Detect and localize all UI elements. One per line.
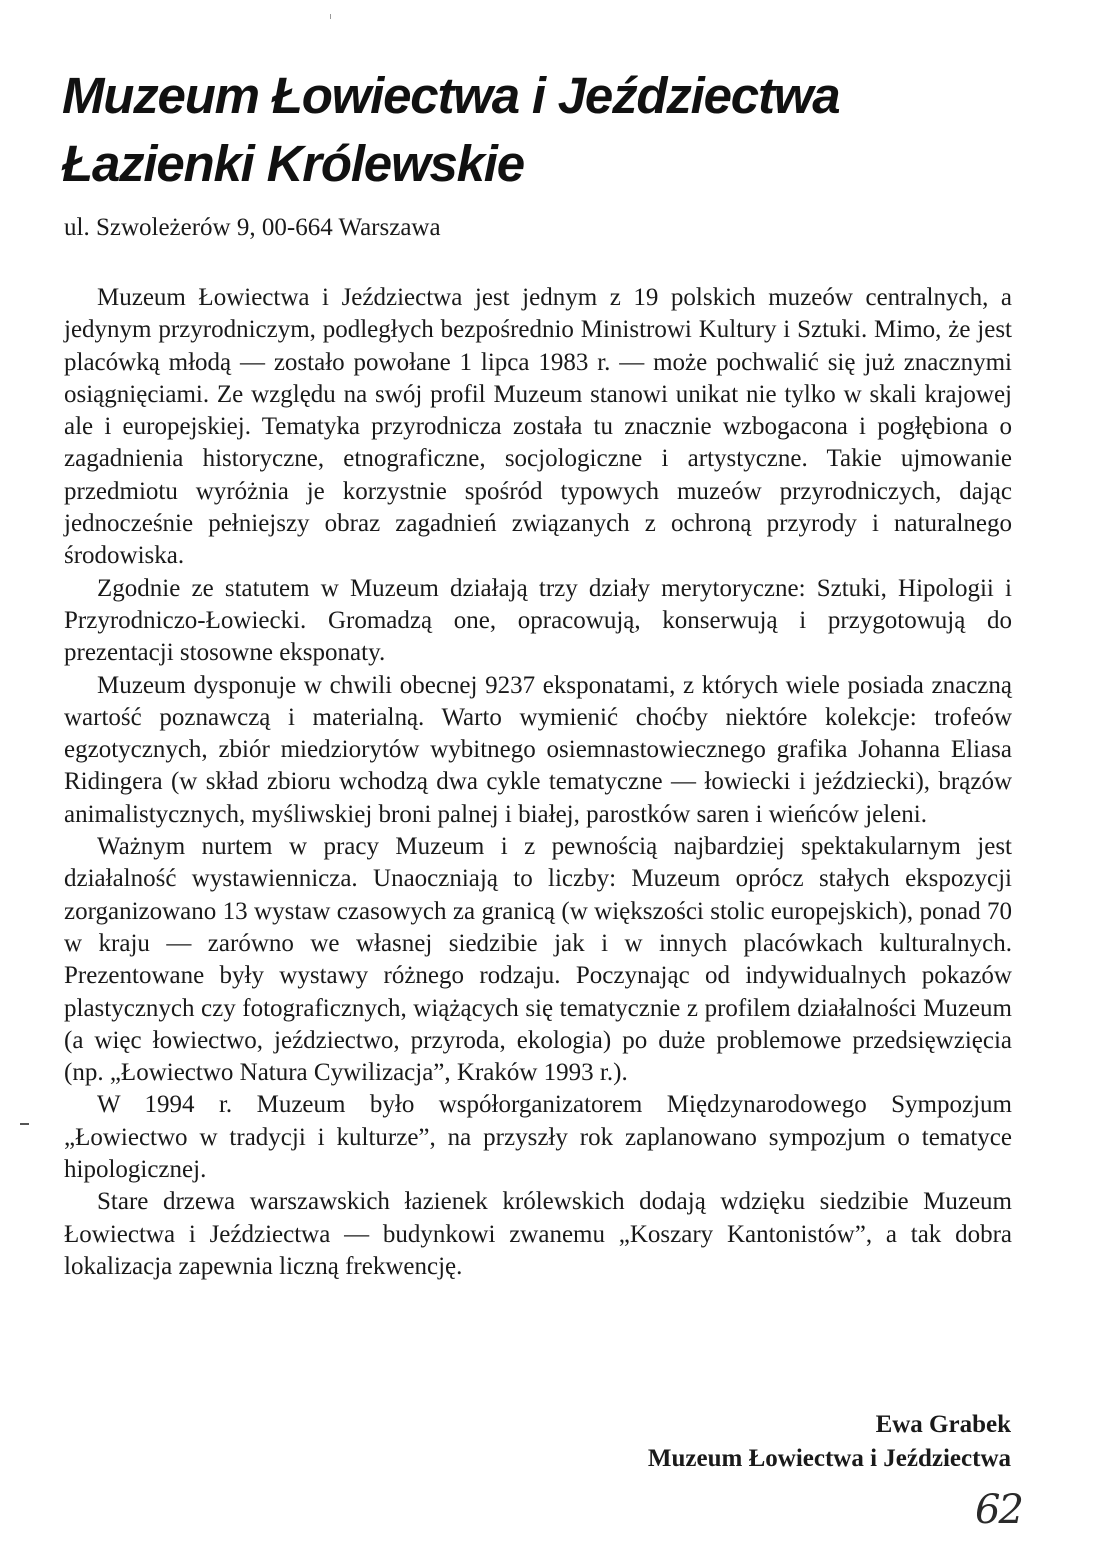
author-institution: Muzeum Łowiectwa i Jeździectwa xyxy=(647,1445,1011,1472)
paragraph: Muzeum Łowiectwa i Jeździectwa jest jednym z 19 polskich muzeów centralnych, a jedynym przyrodniczym, podległych bezpośrednio Ministrowi Kultury i Sztuki. Mimo, że jest placówką młodą — zostało powołane 1 lipca 1983 r. — może pochwalić się już znacznymi osiągnięciami. Ze względu na swój profil Muzeum stanowi unikat nie tylko w skali krajowej ale i europejskiej. Tematyka przyrodnicza została tu znacznie wzbogacona i pogłębiona o zagadnienia historyczne, etnograficzne, socjologiczne i artystyczne. Takie ujmowanie przedmiotu wyróżnia je korzystnie spośród typowych muzeów przyrodniczych, dając jednocześnie pełniejszy obraz zagadnień związanych z ochroną przyrody i naturalnego środowiska. xyxy=(64,284,1012,570)
title-line-2: Łazienki Królewskie xyxy=(62,135,524,192)
scan-speck xyxy=(330,14,331,19)
scan-speck xyxy=(20,1123,29,1125)
author-name: Ewa Grabek xyxy=(875,1411,1011,1438)
address: ul. Szwoleżerów 9, 00-664 Warszawa xyxy=(64,214,441,241)
paragraph: W 1994 r. Muzeum było współorganizatorem Międzynarodowego Sympozjum „Łowiectwo w tradycji i kulturze”, na przyszły rok zaplanowano sympozjum o tematyce hipologicznej. xyxy=(64,1091,1012,1184)
paragraph: Muzeum dysponuje w chwili obecnej 9237 eksponatami, z których wiele posiada znaczną wartość poznawczą i materialną. Warto wymienić choćby niektóre kolekcje: trofeów egzotycznych, zbiór miedziorytów wybitnego osiemnastowiecznego grafika Johanna Eliasa Ridingera (w skład zbioru wchodzą dwa cykle tematyczne — łowiecki i jeździecki), brązów animalistycznych, myśliwskiej broni palnej i białej, parostków saren i wieńców jeleni. xyxy=(64,671,1012,828)
paragraph: Zgodnie ze statutem w Muzeum działają trzy działy merytoryczne: Sztuki, Hipologii i Przyrodniczo-Łowiecki. Gromadzą one, opracowują, konserwują i przygotowują do prezentacji stosowne eksponaty. xyxy=(64,574,1012,667)
title-line-1: Muzeum Łowiectwa i Jeździectwa xyxy=(62,67,840,124)
paragraph: Stare drzewa warszawskich łazienek królewskich dodają wdzięku siedzibie Muzeum Łowiectwa i Jeździectwa — budynkowi zwanemu „Koszary Kantonistów”, a tak dobra lokalizacja zapewnia liczną frekwencję. xyxy=(64,1188,1012,1280)
handwritten-page-number: 62 xyxy=(975,1487,1022,1533)
page-title xyxy=(62,62,1042,198)
paragraph: Ważnym nurtem w pracy Muzeum i z pewnością najbardziej spektakularnym jest działalność wystawiennicza. Unaoczniają to liczby: Muzeum oprócz stałych ekspozycji zorganizowano 13 wystaw czasowych za granicą (w większości stolic europejskich), ponad 70 w kraju — zarówno we własnej siedzibie jak i w innych placówkach kulturalnych. Prezentowane były wystawy różnego rodzaju. Poczynając od indywidualnych pokazów plastycznych czy fotograficznych, wiążących się tematycznie z profilem działalności Muzeum (a więc łowiectwo, jeździectwo, przyroda, ekologia) po duże problemowe przedsięwzięcia (np. „Łowiectwo Natura Cywilizacja”, Kraków 1993 r.). xyxy=(64,833,1012,1087)
signature-block xyxy=(648,1408,1011,1476)
article-body xyxy=(64,282,1012,1283)
